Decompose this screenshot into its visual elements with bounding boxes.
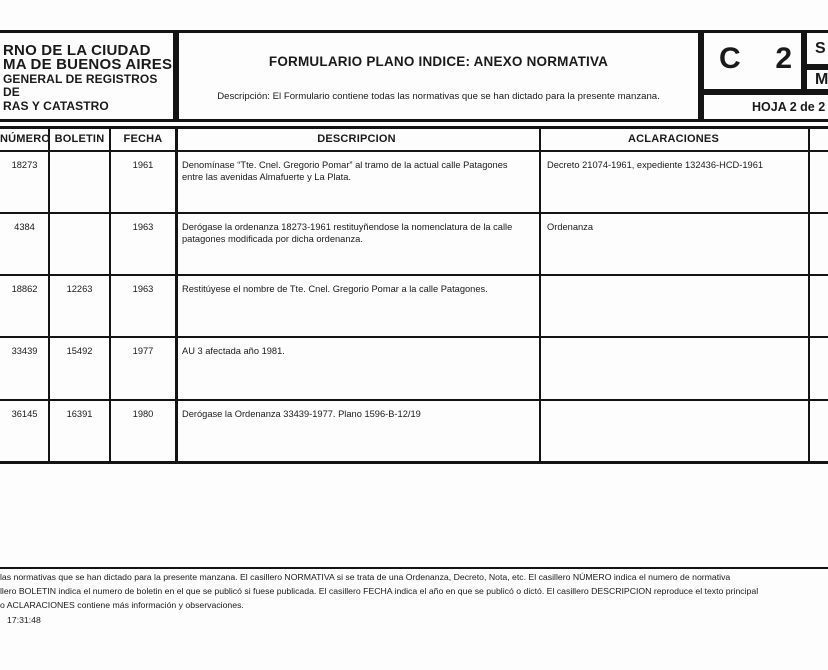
cell-boletin: 16391 [66, 409, 93, 419]
corner-m-label: M [815, 70, 828, 88]
cell-descripcion: Derógase la ordenanza 18273-1961 restituyñendose la nomenclatura de la calle patagones modificada por dicha ordenanza. [182, 222, 515, 244]
cell-numero: 4384 [14, 222, 35, 232]
cell-boletin: 15492 [66, 346, 93, 356]
cell-descripcion: AU 3 afectada año 1981. [182, 346, 285, 356]
cell-fecha: 1963 [132, 222, 154, 232]
table-row [0, 152, 828, 212]
form-title: FORMULARIO PLANO INDICE: ANEXO NORMATIVA [268, 54, 609, 69]
sheet-number-box [701, 92, 828, 122]
cell-numero: 18862 [11, 284, 38, 294]
cell-descripcion: Restitúyese el nombre de Tte. Cnel. Gregorio Pomar a la calle Patagones. [182, 284, 488, 294]
footer-note-line: llero BOLETIN indica el numero de boletin en el que se publicó si fuese publicada. El casillero FECHA indica el año en que se publicó o dictó. El casillero DESCRIPCION reproduce el texto principal [0, 586, 759, 596]
sheet-code-number: 2 [775, 42, 792, 75]
table-row [0, 276, 828, 336]
cell-aclaraciones [540, 401, 806, 409]
cell-descripcion: Denomínase “Tte. Cnel. Gregorio Pomar” al tramo de la actual calle Patagones entre las avenidas Almafuerte y La Plata. [182, 160, 511, 182]
cell-fecha: 1977 [132, 346, 154, 356]
cell-boletin [49, 152, 110, 160]
sheet-number: HOJA 2 de 2 [752, 100, 826, 114]
column-header-fecha: FECHA [123, 133, 163, 145]
table-header-row [0, 127, 828, 150]
cell-aclaraciones [540, 338, 806, 346]
sheet-code-letter: C [719, 42, 741, 75]
table-row [0, 401, 828, 461]
org-header-box [0, 30, 176, 122]
cell-numero: 33439 [11, 346, 38, 356]
corner-s-label: S [815, 39, 826, 57]
cell-descripcion: Derógase la Ordenanza 33439-1977. Plano 1596-B-12/19 [182, 409, 421, 419]
org-line-3: GENERAL DE REGISTROS DE [3, 72, 158, 99]
corner-cell-m [804, 67, 828, 92]
column-header-descripcion: DESCRIPCION [317, 133, 396, 145]
column-header-aclaraciones: ACLARACIONES [627, 133, 719, 145]
sheet-code-box [701, 30, 804, 92]
cell-fecha: 1963 [132, 284, 154, 294]
column-header-boletin: BOLETIN [54, 133, 105, 145]
cell-fecha: 1961 [132, 160, 154, 170]
footer-note-line: o ACLARACIONES contiene más información y observaciones. [0, 600, 244, 610]
form-description: Descripción: El Formulario contiene todas las normativas que se han dictado para la presente manzana. [217, 91, 660, 102]
corner-cell-s [804, 30, 828, 67]
org-line-1: RNO DE LA CIUDAD [3, 42, 151, 59]
cell-aclaraciones: Ordenanza [547, 222, 593, 232]
org-line-2: MA DE BUENOS AIRES [3, 56, 173, 73]
footer-divider [0, 567, 828, 569]
table-bottom-border [0, 461, 828, 464]
timestamp: 17:31:48 [7, 615, 41, 625]
cell-aclaraciones [540, 276, 806, 284]
org-line-4: RAS Y CATASTRO [3, 99, 109, 113]
footer-note-line: las normativas que se han dictado para la presente manzana. El casillero NORMATIVA si se trata de una Ordenanza, Decreto, Nota, etc. El casillero NÚMERO indica el numero de normativa [0, 572, 731, 582]
cell-fecha: 1980 [132, 409, 154, 419]
table-row [0, 214, 828, 274]
cell-numero: 18273 [11, 160, 38, 170]
cell-boletin: 12263 [66, 284, 93, 294]
form-title-box [176, 30, 701, 122]
cell-aclaraciones: Decreto 21074-1961, expediente 132436-HCD-1961 [547, 160, 764, 170]
table-row [0, 338, 828, 399]
column-header-numero: NÚMERO [0, 133, 51, 145]
cell-numero: 36145 [11, 409, 38, 419]
cell-boletin [49, 214, 110, 222]
